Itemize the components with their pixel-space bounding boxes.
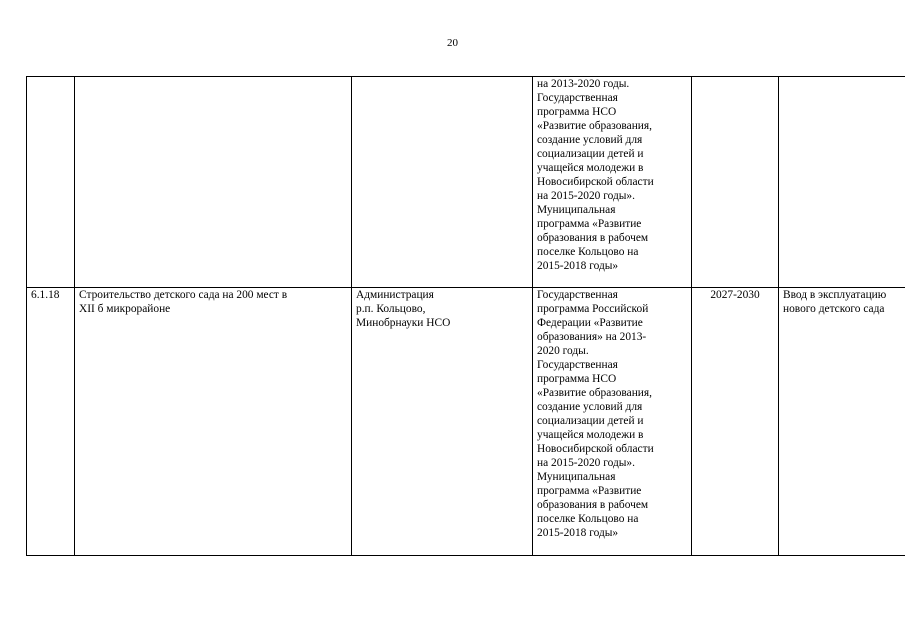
cell-item-number <box>27 77 75 288</box>
cell-term <box>692 288 779 556</box>
programs-line: программа НСО <box>537 373 617 385</box>
programs-line: 2020 годы. <box>537 345 589 357</box>
term-text: 2027-2030 <box>710 289 760 301</box>
programs-line: Государственная <box>537 359 618 371</box>
cell-executor <box>352 77 533 288</box>
cell-programs <box>533 77 692 288</box>
programs-line: Новосибирской области <box>537 176 654 188</box>
table-row-continued <box>27 77 905 288</box>
programs-line: создание условий для <box>537 134 643 146</box>
programs-line: Федерации «Развитие <box>537 317 643 329</box>
programs-line: социализации детей и <box>537 415 644 427</box>
programs-line: Новосибирской области <box>537 443 654 455</box>
item-number-text: 6.1.18 <box>31 289 60 301</box>
cell-item-number <box>27 288 75 556</box>
executor-line: Администрация <box>356 289 434 301</box>
programs-line: учащейся молодежи в <box>537 162 644 174</box>
table-row <box>27 288 905 556</box>
programs-line: Государственная <box>537 289 618 301</box>
measure-name-line: Строительство детского сада на 200 мест в <box>79 289 288 301</box>
programs-line: поселке Кольцово на <box>537 513 639 525</box>
measures-table <box>26 76 905 556</box>
cell-measure-name <box>75 77 352 288</box>
result-line: нового детского сада <box>783 303 885 315</box>
programs-line: на 2015-2020 годы». <box>537 190 635 202</box>
programs-line: «Развитие образования, <box>537 387 652 399</box>
executor-line: р.п. Кольцово, <box>356 303 426 315</box>
programs-line: создание условий для <box>537 401 643 413</box>
programs-line: социализации детей и <box>537 148 644 160</box>
programs-line: образования в рабочем <box>537 499 649 511</box>
programs-line: программа «Развитие <box>537 485 642 497</box>
executor-line: Минобрнауки НСО <box>356 317 451 329</box>
programs-line: программа Российской <box>537 303 649 315</box>
programs-line: учащейся молодежи в <box>537 429 644 441</box>
programs-line: программа НСО <box>537 106 617 118</box>
cell-programs <box>533 288 692 556</box>
cell-measure-name <box>75 288 352 556</box>
programs-line: 2015-2018 годы» <box>537 527 619 539</box>
programs-line: Муниципальная <box>537 204 616 216</box>
programs-line: 2015-2018 годы» <box>537 260 619 272</box>
programs-line: программа «Развитие <box>537 218 642 230</box>
programs-line: на 2015-2020 годы». <box>537 457 635 469</box>
programs-line: Муниципальная <box>537 471 616 483</box>
result-line: Ввод в эксплуатацию <box>783 289 887 301</box>
programs-line: на 2013-2020 годы. <box>537 78 630 90</box>
cell-result <box>779 77 905 288</box>
page-number: 20 <box>447 37 458 49</box>
measure-name-line: XII б микрорайоне <box>79 303 171 315</box>
programs-line: образования в рабочем <box>537 232 649 244</box>
programs-line: Государственная <box>537 92 618 104</box>
cell-executor <box>352 288 533 556</box>
cell-term <box>692 77 779 288</box>
programs-line: образования» на 2013- <box>537 331 647 343</box>
programs-line: «Развитие образования, <box>537 120 652 132</box>
programs-line: поселке Кольцово на <box>537 246 639 258</box>
cell-result <box>779 288 905 556</box>
